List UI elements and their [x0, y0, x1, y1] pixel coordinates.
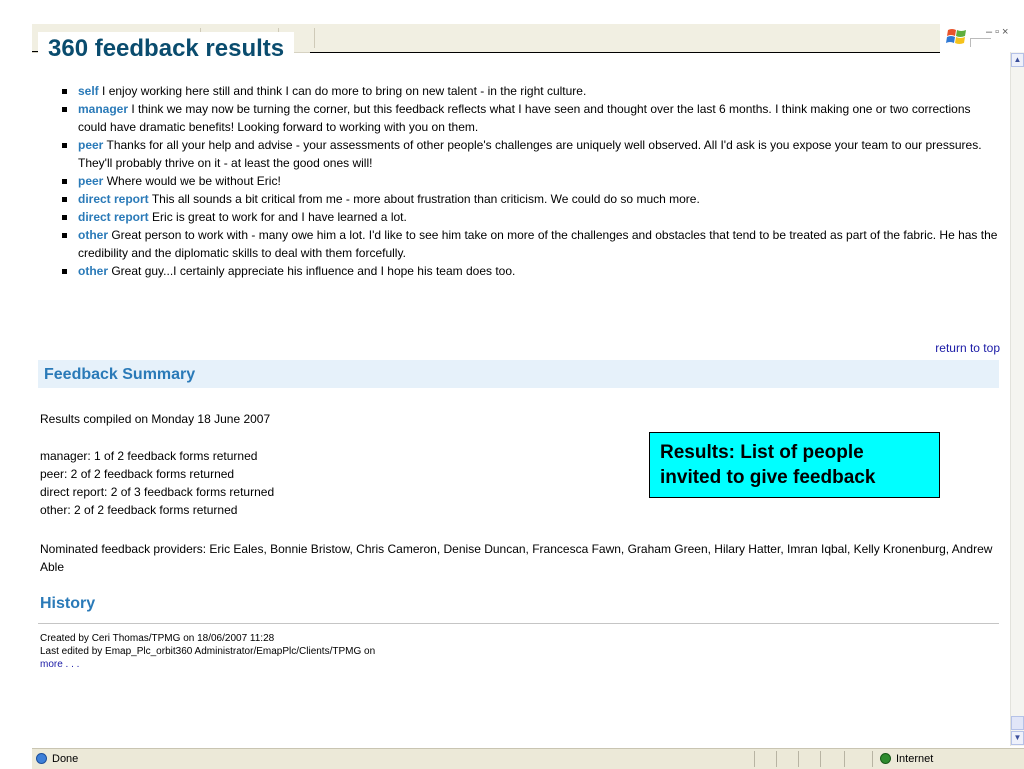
scroll-up-icon[interactable]: ▲ [1011, 53, 1024, 67]
zone-text: Internet [896, 753, 934, 765]
stat-line: other: 2 of 2 feedback forms returned [40, 503, 238, 517]
close-icon[interactable]: × [1002, 26, 1012, 38]
bullet-icon [62, 215, 67, 220]
comment-text: Thanks for all your help and advise - your assessments of other people's challenges are uniquely well observed. All I'd ask is you expose your team to our pressures. They'll probably thrive on it - at least the good ones will! [78, 138, 982, 170]
comment-role: peer [78, 174, 104, 188]
status-divider [872, 751, 873, 767]
bullet-icon [62, 233, 67, 238]
window-frame-corner [970, 38, 991, 47]
history-divider [38, 623, 999, 624]
comment-text: Great person to work with - many owe him a lot. I'd like to see him take on more of the challenges and obstacles that tend to be treated as part of the fabric. He has the credibility and the diplomatic skills to deal with them forcefully. [78, 228, 998, 260]
status-divider [776, 751, 777, 767]
status-divider [798, 751, 799, 767]
comment-text: Eric is great to work for and I have learned a lot. [152, 210, 407, 224]
stat-line: peer: 2 of 2 feedback forms returned [40, 467, 235, 481]
more-link[interactable]: more . . . [40, 659, 80, 670]
stat-line: manager: 1 of 2 feedback forms returned [40, 449, 258, 463]
history-title: History [40, 595, 96, 612]
comment-role: manager [78, 102, 129, 116]
comment-role: peer [78, 138, 104, 152]
feedback-comments-list [62, 82, 1002, 280]
list-item [62, 208, 1002, 226]
status-divider [820, 751, 821, 767]
comment-role: self [78, 84, 99, 98]
history-edited: Last edited by Emap_Plc_orbit360 Administrator/EmapPlc/Clients/TPMG on [40, 646, 376, 657]
title-rule [310, 52, 940, 53]
globe-icon [880, 753, 891, 764]
vertical-scrollbar[interactable] [1010, 52, 1024, 746]
section-title: Feedback Summary [44, 366, 196, 383]
minimize-icon[interactable]: – [986, 26, 996, 38]
window-controls[interactable] [986, 26, 1011, 38]
slide-title: 360 feedback results [38, 32, 294, 66]
comment-role: other [78, 228, 108, 242]
nominated-providers: Nominated feedback providers: Eric Eales, Bonnie Bristow, Chris Cameron, Denise Duncan, Francesca Fawn, Graham Green, Hilary Hatter, Imran Iqbal, Kelly Kronenburg, Andrew Able [40, 542, 993, 574]
status-divider [754, 751, 755, 767]
toolbar-separator [314, 28, 315, 48]
return-to-top-link[interactable]: return to top [935, 341, 1000, 355]
top-strip [0, 0, 1024, 24]
list-item [62, 262, 1002, 280]
stat-line: direct report: 2 of 3 feedback forms returned [40, 485, 275, 499]
history-created: Created by Ceri Thomas/TPMG on 18/06/2007 11:28 [40, 633, 275, 644]
restore-icon[interactable]: ▫ [995, 26, 1003, 38]
list-item [62, 226, 1002, 262]
comment-text: This all sounds a bit critical from me - more about frustration than criticism. We could do so much more. [151, 192, 700, 206]
return-stats [40, 447, 274, 519]
comment-text: Great guy...I certainly appreciate his influence and I hope his team does too. [111, 264, 516, 278]
bullet-icon [62, 197, 67, 202]
status-bar [32, 748, 1024, 769]
comment-role: direct report [78, 210, 149, 224]
ie-page-icon [36, 753, 47, 764]
compiled-date: Results compiled on Monday 18 June 2007 [40, 412, 271, 426]
feedback-summary-header [38, 360, 999, 388]
list-item [62, 100, 1002, 136]
comment-role: direct report [78, 192, 149, 206]
status-text: Done [52, 753, 79, 765]
scroll-down-icon[interactable]: ▼ [1011, 731, 1024, 745]
list-item [62, 82, 1002, 100]
windows-flag-icon[interactable] [946, 26, 968, 46]
bullet-icon [62, 269, 67, 274]
list-item [62, 172, 1002, 190]
list-item [62, 190, 1002, 208]
bullet-icon [62, 143, 67, 148]
comment-text: I think we may now be turning the corner, but this feedback reflects what I have seen and thought over the last 6 months. I think making one or two corrections could have dramatic benefits! Looking forward to working with you on them. [78, 102, 971, 134]
bullet-icon [62, 89, 67, 94]
comment-text: Where would we be without Eric! [106, 174, 281, 188]
bullet-icon [62, 179, 67, 184]
status-divider [844, 751, 845, 767]
list-item [62, 136, 1002, 172]
annotation-callout: Results: List of people invited to give feedback [649, 432, 940, 498]
comment-role: other [78, 264, 108, 278]
history-details [40, 632, 375, 671]
scroll-thumb[interactable] [1011, 716, 1024, 730]
comment-text: I enjoy working here still and think I can do more to bring on new talent - in the right culture. [102, 84, 587, 98]
bullet-icon [62, 107, 67, 112]
